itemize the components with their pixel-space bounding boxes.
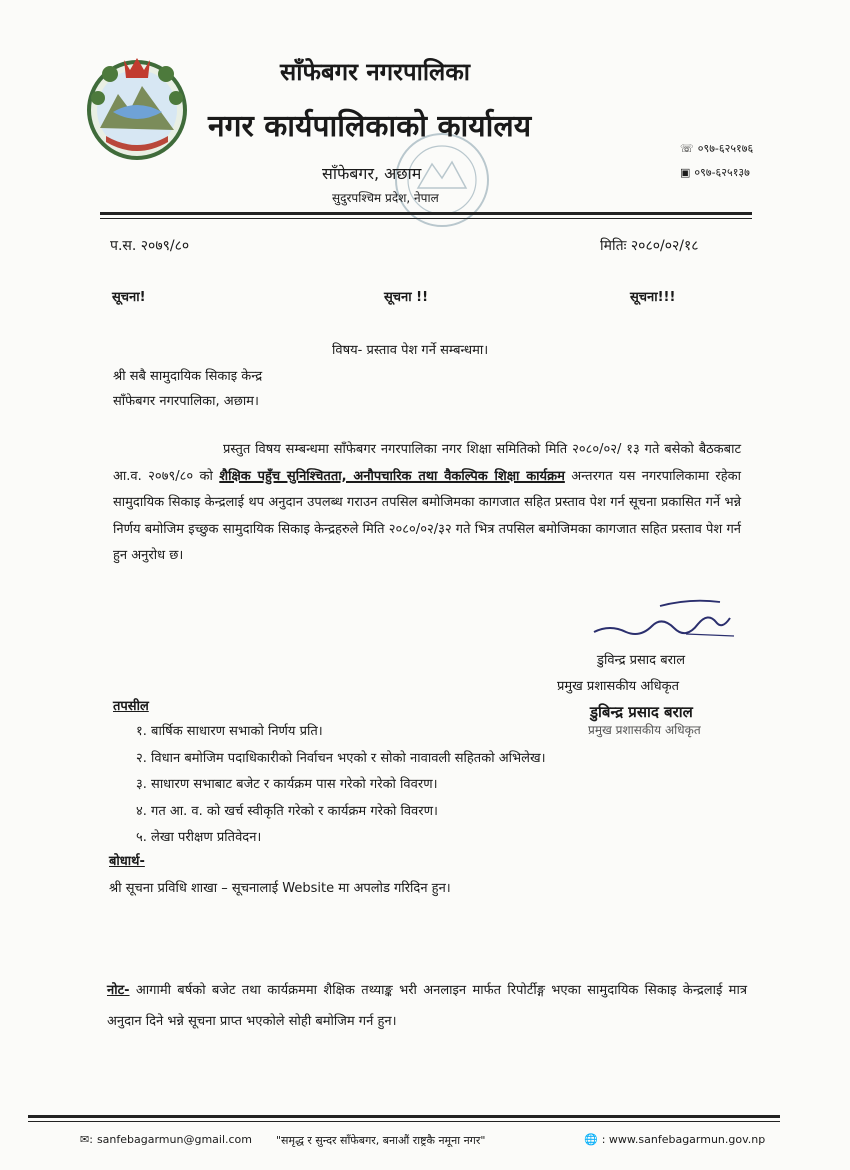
body-part-1: प्रस्तुत विषय सम्बन्धमा साँफेबगर नगरपालिका नगर शिक्षा समितिको मिति २०८०/०२/ १३ गते बसेको बैठकबाट आ.व. २०७९/८० को — [113, 442, 741, 484]
header-divider-thin — [100, 218, 752, 219]
list-item: ५. लेखा परीक्षण प्रतिवेदन। — [136, 830, 262, 845]
handwritten-signature — [590, 594, 740, 650]
globe-icon: 🌐 — [584, 1133, 598, 1146]
email-icon: ✉: — [80, 1133, 93, 1146]
signer-name: डुविन्द्र प्रसाद बराल — [597, 653, 686, 668]
addressee-line-2: साँफेबगर नगरपालिका, अछाम। — [113, 394, 259, 409]
signature-stamp-name: डुबिन्द्र प्रसाद बराल — [590, 703, 693, 721]
list-item: १. बार्षिक साधारण सभाको निर्णय प्रति। — [136, 724, 323, 739]
notice-label-1: सूचना! — [112, 290, 146, 305]
phone-icon: ☏ — [680, 142, 694, 155]
body-part-2: अन्तरगत यस नगरपालिकामा रहेका सामुदायिक सिकाइ केन्द्रलाई थप अनुदान उपलब्ध गराउन तपसिल बमोजिमका कागजात सहित प्रस्ताव पेश गर्न सूचना प्रकासित गर्ने भन्ने निर्णय बमोजिम इच्छुक सामुदायिक सिकाइ केन्द्रहरुले मिति २०८०/०२/३२ गते भित्र तपसिल बमोजिमका कागजात सहित प्रस्ताव पेश गर्न हुन अनुरोध छ। — [113, 468, 742, 564]
phone-number-2: ▣ ०९७-६२५१३७ — [680, 166, 750, 179]
attachments-heading: तपसील — [113, 699, 149, 714]
footer-slogan: "समृद्ध र सुन्दर साँफेबगर, बनाऔं राष्ट्रकै नमूना नगर" — [276, 1134, 486, 1147]
footer-divider — [28, 1115, 780, 1118]
subject-line: विषय- प्रस्ताव पेश गर्ने सम्बन्धमा। — [332, 343, 489, 358]
letter-date: मितिः २०८०/०२/१८ — [600, 238, 699, 254]
province-line: सुदुरपश्चिम प्रदेश, नेपाल — [332, 191, 439, 205]
note-text: आगामी बर्षको बजेट तथा कार्यक्रममा शैक्षिक तथ्याङ्क भरी अनलाइन मार्फत रिपोर्टीङ्ग भएका सामुदायिक सिकाइ केन्द्रलाई मात्र अनुदान दिने भन्ने सूचना प्राप्त भएकोले सोही बमोजिम गर्न हुन। — [107, 983, 747, 1029]
fax-icon: ▣ — [680, 166, 691, 179]
header-divider — [100, 212, 752, 215]
notice-label-3: सूचना!!! — [630, 290, 676, 305]
municipality-name: साँफेबगर नगरपालिका — [280, 57, 470, 86]
office-name: नगर कार्यपालिकाको कार्यालय — [208, 109, 532, 144]
cc-recipient: श्री सूचना प्रविधि शाखा – सूचनालाई Website मा अपलोड गरिदिन हुन। — [109, 881, 451, 896]
footer-website[interactable]: 🌐 : www.sanfebagarmun.gov.np — [584, 1133, 766, 1146]
footer-divider-thin — [28, 1121, 780, 1122]
program-name: शैक्षिक पहुँच सुनिश्चितता, अनौपचारिक तथा वैकल्पिक शिक्षा कार्यक्रम — [219, 468, 565, 484]
signature-stamp-title: प्रमुख प्रशासकीय अधिकृत — [588, 723, 701, 737]
letter-body — [113, 437, 741, 570]
cc-heading: बोधार्थ- — [109, 854, 145, 869]
addressee-line-1: श्री सबै सामुदायिक सिकाइ केन्द्र — [113, 369, 263, 384]
footer-email[interactable]: ✉: sanfebagarmun@gmail.com — [80, 1133, 252, 1146]
note-label: नोट- — [107, 983, 130, 998]
list-item: ३. साधारण सभाबाट बजेट र कार्यक्रम पास गरेको गरेको विवरण। — [136, 777, 438, 792]
office-location: साँफेबगर, अछाम — [322, 164, 422, 183]
signer-title: प्रमुख प्रशासकीय अधिकृत — [557, 679, 680, 694]
phone-number-1: ☏ ०९७-६२५१७६ — [680, 142, 754, 155]
reference-number: प.स. २०७९/८० — [110, 238, 190, 254]
notice-label-2: सूचना !! — [384, 290, 429, 305]
attachments-list — [136, 719, 546, 852]
municipality-logo — [78, 50, 196, 168]
list-item: २. विधान बमोजिम पदाधिकारीको निर्वाचन भएको र सोको नावावली सहितको अभिलेख। — [136, 750, 546, 766]
note-paragraph — [107, 975, 747, 1037]
list-item: ४. गत आ. व. को खर्च स्वीकृति गरेको र कार्यक्रम गरेको विवरण। — [136, 803, 438, 819]
